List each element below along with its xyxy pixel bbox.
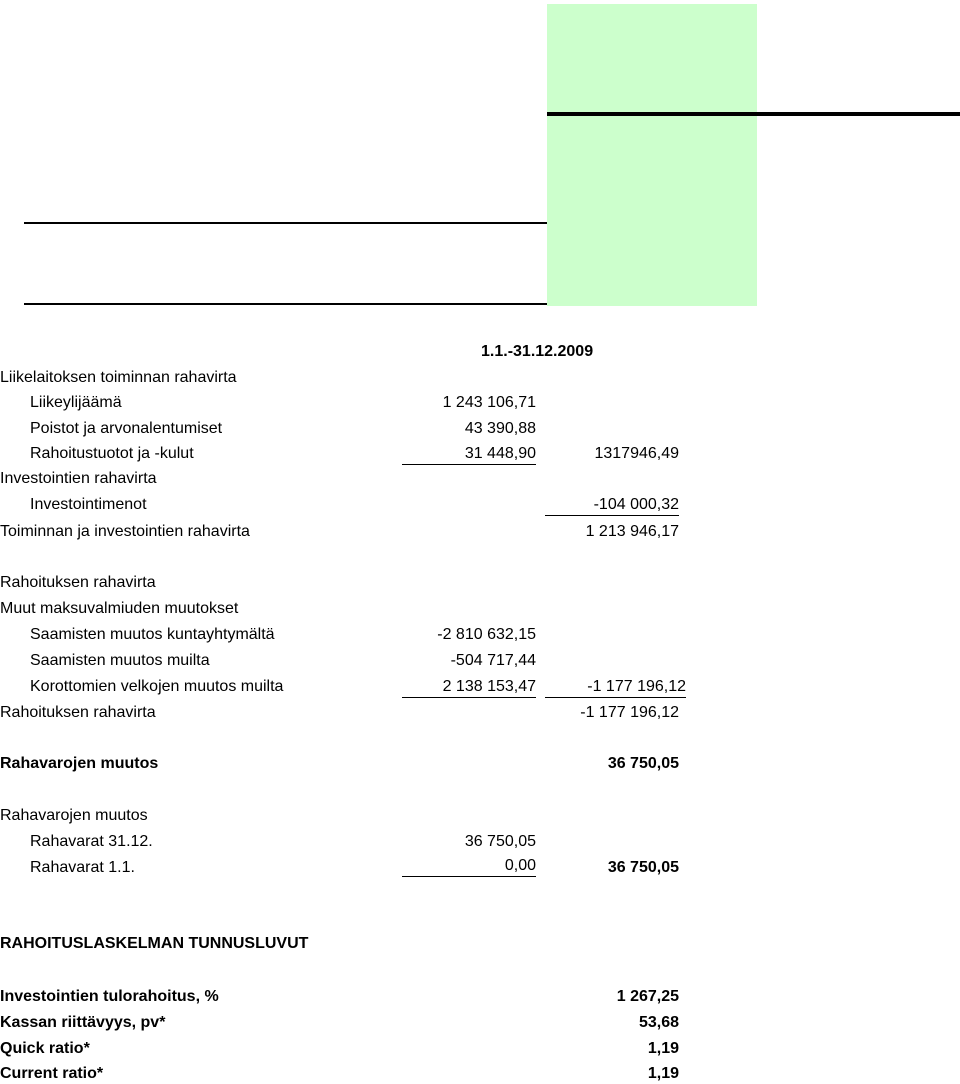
ratios-title: RAHOITUSLASKELMAN TUNNUSLUVUT — [0, 935, 309, 952]
highlight-block — [547, 4, 757, 306]
line-total: 1317946,49 — [594, 445, 679, 462]
ratio-label: Investointien tulorahoitus, % — [0, 988, 219, 1005]
line-total: -1 177 196,12 — [545, 677, 686, 698]
combined-label: Toiminnan ja investointien rahavirta — [0, 523, 250, 540]
header-rule-1 — [24, 222, 547, 224]
ratio-label: Quick ratio* — [0, 1040, 90, 1057]
ratio-value: 53,68 — [638, 1014, 679, 1031]
line-label: Poistot ja arvonalentumiset — [30, 420, 223, 437]
ratio-value: 1,19 — [647, 1065, 679, 1082]
operating-title: Liikelaitoksen toiminnan rahavirta — [0, 369, 237, 386]
line-value: 31 448,90 — [402, 444, 536, 465]
change-value: 36 750,05 — [607, 755, 679, 772]
line-label: Rahoitustuotot ja -kulut — [30, 445, 194, 462]
ratio-label: Kassan riittävyys, pv* — [0, 1014, 166, 1031]
ratio-label: Current ratio* — [0, 1065, 104, 1082]
line-value: 2 138 153,47 — [402, 677, 536, 698]
financing-total-value: -1 177 196,12 — [580, 704, 679, 721]
line-label: Saamisten muutos kuntayhtymältä — [30, 626, 275, 643]
line-label: Korottomien velkojen muutos muilta — [30, 678, 284, 695]
change-label: Rahavarojen muutos — [0, 755, 159, 772]
financing-title: Rahoituksen rahavirta — [0, 574, 156, 591]
line-label: Saamisten muutos muilta — [30, 652, 210, 669]
line-value: 1 243 106,71 — [442, 394, 536, 411]
header-rule-2 — [24, 303, 547, 305]
investing-title: Investointien rahavirta — [0, 470, 157, 487]
line-label: Investointimenot — [30, 496, 147, 513]
line-total: -104 000,32 — [545, 495, 679, 516]
ratio-value: 1 267,25 — [616, 988, 679, 1005]
line-value: 36 750,05 — [464, 833, 536, 850]
financing-total-label: Rahoituksen rahavirta — [0, 704, 156, 721]
line-label: Rahavarat 31.12. — [30, 833, 153, 850]
period-header: 1.1.-31.12.2009 — [481, 343, 594, 360]
line-value: -2 810 632,15 — [437, 626, 536, 643]
line-value: -504 717,44 — [450, 652, 536, 669]
financing-subtitle: Muut maksuvalmiuden muutokset — [0, 600, 239, 617]
ratio-value: 1,19 — [647, 1040, 679, 1057]
line-total: 36 750,05 — [607, 859, 679, 876]
header-rule-right — [547, 112, 960, 116]
cash-title: Rahavarojen muutos — [0, 807, 148, 824]
line-label: Liikeylijäämä — [30, 394, 122, 411]
line-label: Rahavarat 1.1. — [30, 859, 135, 876]
combined-total: 1 213 946,17 — [585, 523, 679, 540]
line-value: 43 390,88 — [464, 420, 536, 437]
line-value: 0,00 — [402, 856, 536, 877]
